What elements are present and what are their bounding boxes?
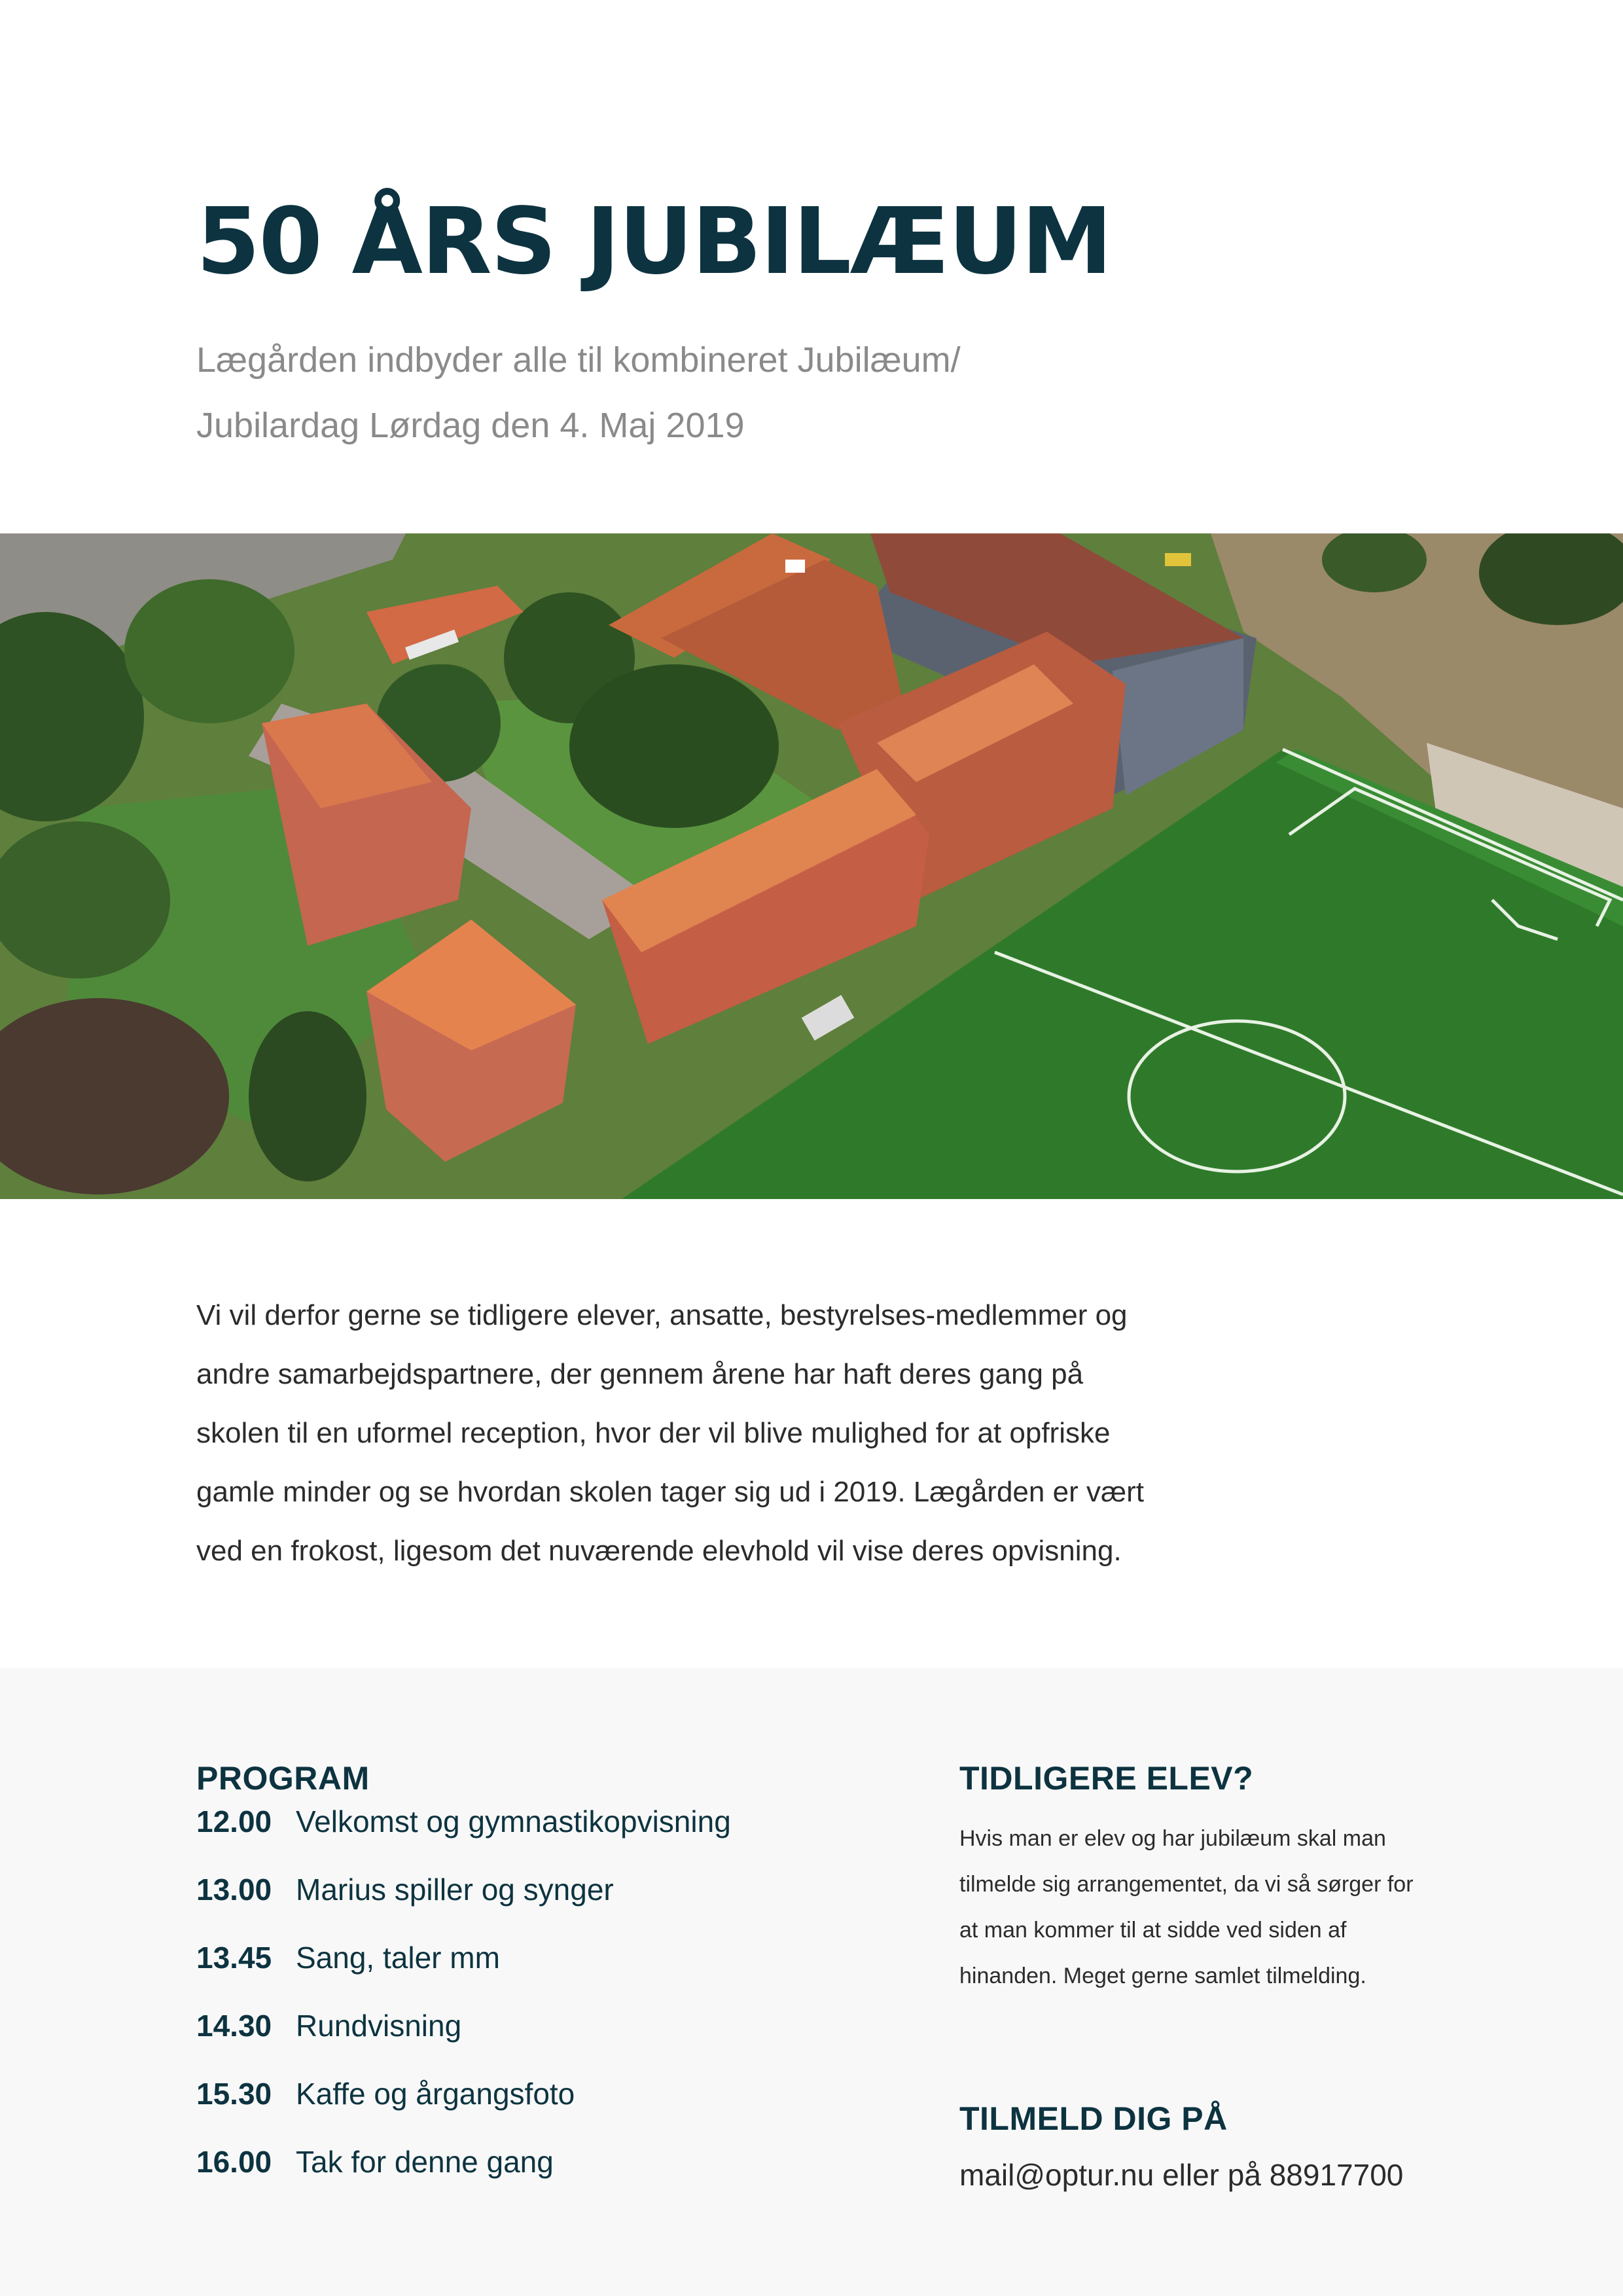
intro-line: andre samarbejdspartnere, der gennem årene har haft deres gang på bbox=[196, 1358, 1084, 1390]
program-text: Tak for denne gang bbox=[296, 2145, 554, 2179]
former-student-line: at man kommer til at sidde ved siden af bbox=[959, 1918, 1347, 1943]
program-time: 13.00 bbox=[196, 1873, 272, 1907]
former-student-section bbox=[959, 1759, 1548, 1999]
program-time: 14.30 bbox=[196, 2009, 272, 2043]
signup-heading: TILMELD DIG PÅ bbox=[959, 2100, 1228, 2137]
program-item bbox=[196, 1872, 916, 1940]
program-text: Marius spiller og synger bbox=[296, 1873, 614, 1907]
former-student-text bbox=[959, 1816, 1548, 1999]
intro-line: skolen til en uformel reception, hvor der vil blive mulighed for at opfriske bbox=[196, 1417, 1111, 1449]
subtitle bbox=[196, 327, 1440, 458]
signup-contact: mail@optur.nu eller på 88917700 bbox=[959, 2158, 1404, 2192]
intro-line: ved en frokost, ligesom det nuværende elevhold vil vise deres opvisning. bbox=[196, 1535, 1122, 1567]
header bbox=[196, 190, 1440, 458]
page-title: 50 ÅRS JUBILÆUM bbox=[196, 188, 1111, 295]
program-time: 16.00 bbox=[196, 2145, 272, 2179]
program-text: Sang, taler mm bbox=[296, 1941, 500, 1975]
program-text: Rundvisning bbox=[296, 2009, 462, 2043]
program-item bbox=[196, 1940, 916, 2008]
program-item bbox=[196, 1804, 916, 1872]
former-student-line: Hvis man er elev og har jubilæum skal man bbox=[959, 1826, 1386, 1851]
program-time: 13.45 bbox=[196, 1941, 272, 1975]
signup-section bbox=[959, 2100, 1548, 2193]
intro-paragraph bbox=[196, 1286, 1217, 1581]
former-student-line: hinanden. Meget gerne samlet tilmelding. bbox=[959, 1964, 1366, 1988]
program-section bbox=[196, 1759, 916, 2212]
program-heading: PROGRAM bbox=[196, 1760, 370, 1797]
subtitle-line: Jubilardag Lørdag den 4. Maj 2019 bbox=[196, 406, 745, 445]
program-item bbox=[196, 2008, 916, 2076]
former-student-heading: TIDLIGERE ELEV? bbox=[959, 1760, 1254, 1797]
program-item bbox=[196, 2144, 916, 2212]
program-time: 15.30 bbox=[196, 2077, 272, 2111]
program-text: Velkomst og gymnastikopvisning bbox=[296, 1804, 731, 1839]
intro-line: Vi vil derfor gerne se tidligere elever, ansatte, bestyrelses-medlemmer og bbox=[196, 1299, 1128, 1331]
program-item bbox=[196, 2076, 916, 2144]
program-text: Kaffe og årgangsfoto bbox=[296, 2077, 575, 2111]
program-time: 12.00 bbox=[196, 1804, 272, 1839]
subtitle-line: Lægården indbyder alle til kombineret Jubilæum/ bbox=[196, 340, 961, 380]
info-section bbox=[0, 1668, 1623, 2296]
school-aerial-photo bbox=[0, 533, 1623, 1199]
intro-line: gamle minder og se hvordan skolen tager sig ud i 2019. Lægården er vært bbox=[196, 1476, 1144, 1508]
former-student-line: tilmelde sig arrangementet, da vi så sørger for bbox=[959, 1872, 1414, 1897]
